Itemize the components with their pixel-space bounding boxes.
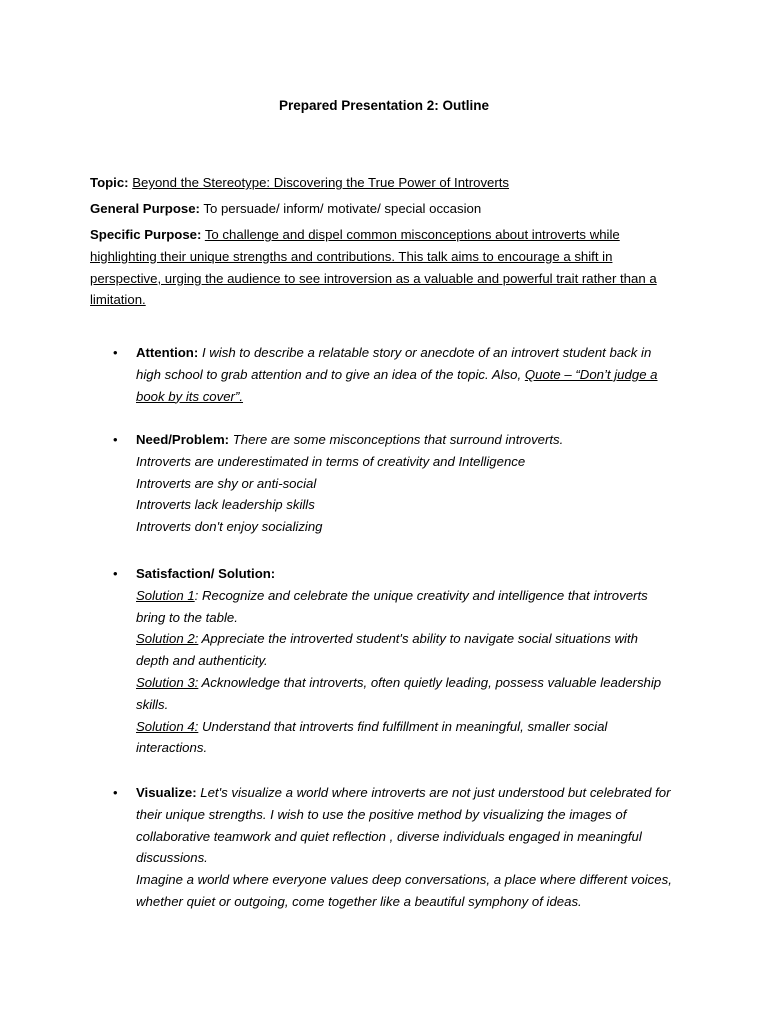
topic-label: Topic: — [90, 175, 129, 190]
bullet-icon: • — [113, 566, 118, 581]
solution-label: Solution 4: — [136, 718, 199, 734]
visualize-text-2: Imagine a world where everyone values deep conversations, a place where different voices, whether quiet or outgoing, come together like a beautiful symphony of ideas. — [136, 872, 672, 909]
page-title: Prepared Presentation 2: Outline — [278, 98, 490, 113]
solution-1 — [136, 585, 673, 629]
satisfaction-solution-item — [113, 563, 673, 759]
solution-label: Solution 3: — [136, 674, 199, 690]
solution-text: Appreciate the introverted student's ability to navigate social situations with depth and authenticity. — [136, 631, 638, 669]
attention-quote: Quote – “Don’t judge a book by its cover”. — [136, 366, 658, 404]
need-problem-item — [113, 429, 673, 538]
general-purpose-line — [90, 198, 690, 220]
specific-purpose-paragraph — [90, 224, 670, 311]
attention-item — [113, 342, 673, 407]
solution-4 — [136, 716, 673, 760]
solution-2 — [136, 628, 673, 672]
solution-3 — [136, 672, 673, 716]
satisfaction-label: Satisfaction/ Solution: — [136, 566, 276, 581]
attention-text: I wish to describe a relatable story or anecdote of an introvert student back in high school to grab attention and to give an idea of the topic. Also, — [136, 345, 652, 382]
need-line: Introverts are shy or anti-social — [136, 475, 317, 491]
solution-label: Solution 1 — [136, 587, 195, 603]
need-line: Introverts don't enjoy socializing — [136, 519, 323, 535]
solution-text: Acknowledge that introverts, often quietly leading, possess valuable leadership skills. — [136, 674, 662, 712]
visualize-text: Let's visualize a world where introverts are not just understood but celebrated for their unique strengths. I wish to use the positive method by visualizing the images of collaborative teamwork and quiet reflection , diverse individuals engaged in meaningful discussions. — [136, 785, 671, 866]
topic-line — [90, 172, 690, 194]
topic-value: Beyond the Stereotype: Discovering the True Power of Introverts — [132, 175, 510, 190]
visualize-item — [113, 782, 673, 913]
need-line: Introverts are underestimated in terms of creativity and Intelligence — [136, 453, 526, 469]
specific-purpose-value: To challenge and dispel common misconceptions about introverts while highlighting their unique strengths and contributions. This talk aims to encourage a shift in perspective, urging the audience to see introversion as a valuable and powerful trait rather than a limitation. — [90, 227, 657, 308]
need-label: Need/Problem: — [136, 432, 230, 447]
solution-separator: : — [194, 587, 199, 603]
solution-text: Recognize and celebrate the unique creativity and intelligence that introverts bring to the table. — [136, 587, 648, 625]
bullet-icon: • — [113, 785, 118, 800]
specific-purpose-label: Specific Purpose: — [90, 227, 202, 242]
solution-label: Solution 2: — [136, 631, 199, 647]
need-text: There are some misconceptions that surround introverts. — [232, 432, 564, 447]
visualize-label: Visualize: — [136, 785, 197, 800]
solution-text: Understand that introverts find fulfillment in meaningful, smaller social interactions. — [136, 718, 608, 756]
attention-label: Attention: — [136, 345, 199, 360]
bullet-icon: • — [113, 432, 118, 447]
bullet-icon: • — [113, 345, 118, 360]
general-purpose-label: General Purpose: — [90, 201, 200, 216]
need-line: Introverts lack leadership skills — [136, 497, 315, 513]
general-purpose-value: To persuade/ inform/ motivate/ special occasion — [203, 201, 482, 216]
